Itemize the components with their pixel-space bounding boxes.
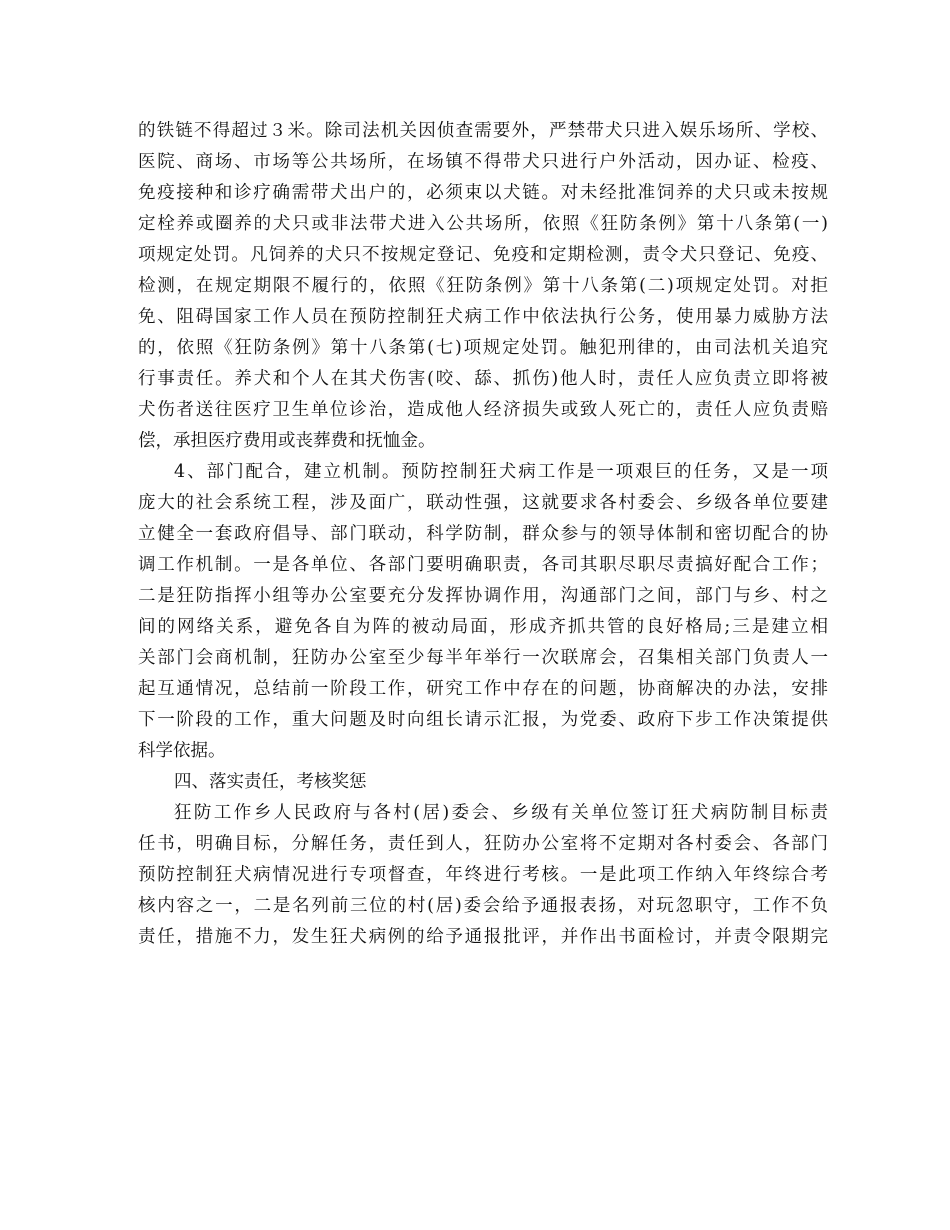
text-line: 检测，在规定期限不履行的，依照《狂防条例》第十八条第(二)项规定处罚。对拒: [138, 276, 828, 296]
text-line: 下一阶段的工作，重大问题及时向组长请示汇报，为党委、政府下步工作决策提供: [138, 710, 828, 730]
text-line: 核内容之一，二是名列前三位的村(居)委会给予通报表扬，对玩忽职守，工作不负: [138, 896, 828, 916]
text-line: 关部门会商机制，狂防办公室至少每半年举行一次联席会，召集相关部门负责人一: [138, 648, 828, 668]
text-line: 四、落实责任，考核奖惩: [174, 772, 367, 792]
text-line: 项规定处罚。凡饲养的犬只不按规定登记、免疫和定期检测，责令犬只登记、免疫、: [138, 245, 828, 265]
text-line: 犬伤者送往医疗卫生单位诊治，造成他人经济损失或致人死亡的，责任人应负责赔: [138, 400, 828, 420]
text-line: 医院、商场、市场等公共场所，在场镇不得带犬只进行户外活动，因办证、检疫、: [138, 152, 828, 172]
text-line: 间的网络关系，避免各自为阵的被动局面，形成齐抓共管的良好格局;三是建立相: [138, 617, 828, 637]
text-line: 的铁链不得超过３米。除司法机关因侦查需要外，严禁带犬只进入娱乐场所、学校、: [138, 121, 828, 141]
text-line: 行事责任。养犬和个人在其犬伤害(咬、舔、抓伤)他人时，责任人应负责立即将被: [138, 369, 828, 389]
text-line: 责任，措施不力，发生狂犬病例的给予通报批评，并作出书面检讨，并责令限期完: [138, 927, 828, 947]
text-line: 立健全一套政府倡导、部门联动，科学防制，群众参与的领导体制和密切配合的协: [138, 524, 828, 544]
text-line: 科学依据。: [138, 741, 226, 761]
text-line: 偿，承担医疗费用或丧葬费和抚恤金。: [138, 431, 436, 451]
text-line: 二是狂防指挥小组等办公室要充分发挥协调作用，沟通部门之间，部门与乡、村之: [138, 586, 828, 606]
text-line: 起互通情况，总结前一阶段工作，研究工作中存在的问题，协商解决的办法，安排: [138, 679, 828, 699]
text-line: 狂防工作乡人民政府与各村(居)委会、乡级有关单位签订狂犬病防制目标责: [174, 803, 828, 823]
text-line: 庞大的社会系统工程，涉及面广，联动性强，这就要求各村委会、乡级各单位要建: [138, 493, 828, 513]
text-line: 调工作机制。一是各单位、各部门要明确职责，各司其职尽职尽责搞好配合工作；: [138, 555, 828, 575]
text-line: 4、部门配合，建立机制。预防控制狂犬病工作是一项艰巨的任务，又是一项: [174, 462, 828, 482]
text-line: 的，依照《狂防条例》第十八条第(七)项规定处罚。触犯刑律的，由司法机关追究: [138, 338, 828, 358]
text-line: 免疫接种和诊疗确需带犬出户的，必须束以犬链。对未经批准饲养的犬只或未按规: [138, 183, 828, 203]
text-line: 免、阻碍国家工作人员在预防控制狂犬病工作中依法执行公务，使用暴力威胁方法: [138, 307, 828, 327]
body-text: [138, 116, 828, 953]
text-line: 任书，明确目标，分解任务，责任到人，狂防办公室将不定期对各村委会、各部门: [138, 834, 828, 854]
text-line: 定栓养或圈养的犬只或非法带犬进入公共场所，依照《狂防条例》第十八条第(一): [138, 214, 828, 234]
text-line: 预防控制狂犬病情况进行专项督查，年终进行考核。一是此项工作纳入年终综合考: [138, 865, 828, 885]
